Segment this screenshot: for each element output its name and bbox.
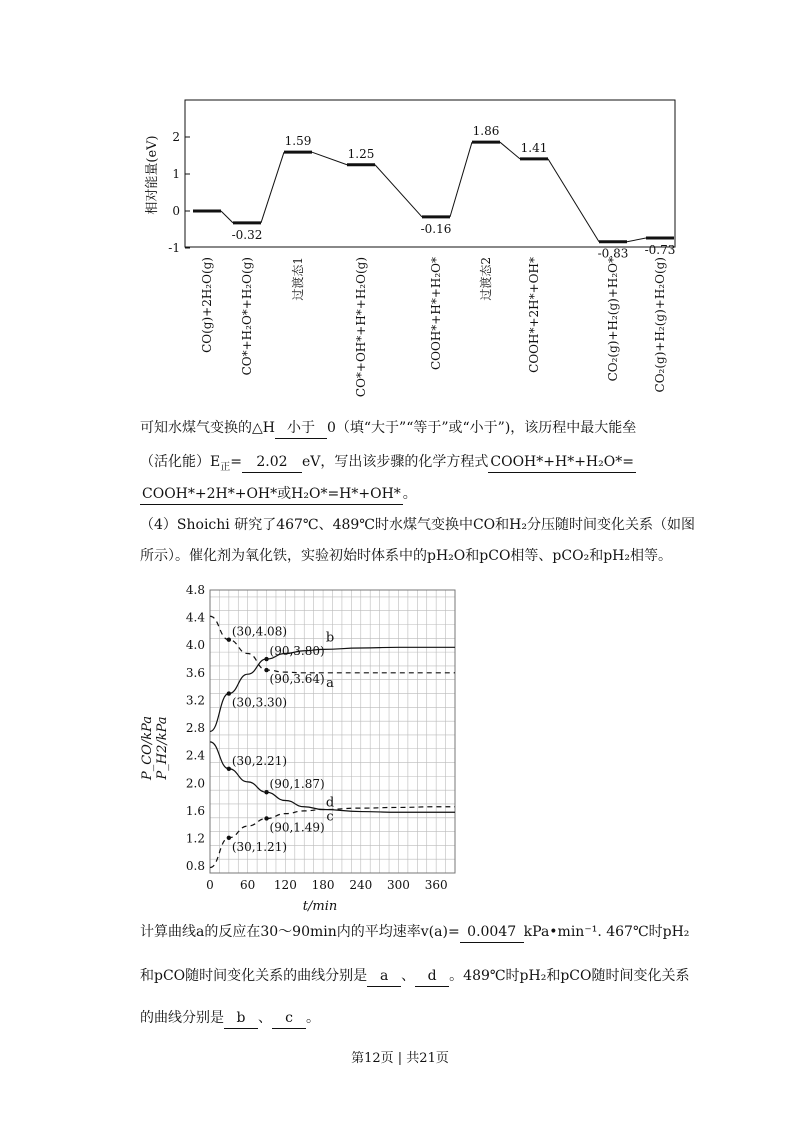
data-point-marker (264, 816, 268, 820)
energy-state-label: CO₂(g)+H₂(g)+H₂O* (606, 257, 620, 382)
series-label-d: d (325, 795, 335, 811)
paragraph-489-curves (140, 1008, 670, 1029)
text-segment: 、 (258, 1010, 272, 1026)
answer-blank-curve-d: d (415, 966, 449, 987)
page-footer: 第12页 | 共21页 (351, 1051, 449, 1066)
data-point-label: (30,4.08) (231, 624, 288, 639)
energy-value-label: -0.16 (420, 221, 452, 236)
answer-blank-2: 2.02 (242, 452, 302, 473)
answer-blank-1: 小于 (275, 418, 327, 439)
y-axis-label-pco: P_CO/kPa (140, 715, 155, 781)
energy-value-label: -0.73 (644, 243, 676, 258)
energy-value-label: 1.86 (472, 124, 500, 139)
data-point-marker (227, 691, 231, 695)
energy-value-label: -0.83 (597, 246, 629, 261)
energy-y-tick-label: 2 (172, 130, 180, 144)
y-tick-label: 4.8 (185, 583, 205, 597)
data-point-marker (264, 668, 268, 672)
energy-state-label: 过渡态2 (479, 257, 493, 301)
energy-connector (627, 238, 646, 242)
x-tick-label: 0 (206, 878, 214, 892)
series-label-a: a (326, 675, 334, 691)
text-segment: = (230, 454, 242, 470)
math-var: pH₂ (603, 548, 630, 564)
energy-y-axis-label: 相对能量(eV) (145, 135, 160, 215)
series-label-b: b (325, 630, 335, 646)
answer-blank-rate: 0.0047 (460, 922, 524, 943)
y-tick-label: 0.8 (185, 859, 205, 874)
y-tick-label: 4.0 (185, 638, 205, 653)
paragraph-equation-cont (140, 484, 670, 505)
x-tick-label: 240 (349, 878, 373, 892)
math-var: v(a) (420, 924, 448, 940)
text-segment: 和pCO随时间变化关系的曲线分别是 (140, 968, 368, 984)
energy-profile-chart (140, 95, 680, 410)
data-point-label: (90,1.49) (269, 820, 325, 835)
text-segment: 0（填“大于”“等于”或“小于”)，该历程中最大能垒 (326, 420, 637, 436)
energy-value-label: -0.32 (231, 227, 263, 242)
energy-connector (261, 152, 284, 223)
text-segment: 相等。 (629, 548, 672, 564)
math-var: pH₂ (519, 968, 547, 984)
text-segment: 、 (401, 968, 416, 984)
x-tick-label: 300 (387, 878, 410, 892)
text-segment: kPa•min⁻¹. 467℃时 (523, 924, 663, 940)
answer-blank-3b: COOH*+2H*+OH*或H₂O*=H*+OH* (140, 484, 403, 505)
text-segment: 的曲线分别是 (140, 1010, 224, 1026)
data-point-marker (227, 767, 231, 771)
y-tick-label: 4.4 (185, 610, 205, 625)
data-point-label: (30,3.30) (231, 695, 288, 710)
text-segment: 计算曲线a的反应在30～90min内的平均速率 (140, 924, 421, 940)
data-point-label: (30,1.21) (231, 839, 288, 854)
energy-connector (375, 165, 422, 217)
text-subscript: 正 (220, 461, 231, 473)
y-axis-label-ph2: P_H2/kPa (155, 716, 170, 780)
energy-value-label: 1.59 (284, 134, 312, 149)
text-segment: 相等、 (510, 548, 553, 564)
pressure-time-chart (135, 578, 465, 913)
paragraph-question-4 (140, 515, 695, 535)
y-tick-label: 1.2 (185, 831, 205, 846)
x-tick-label: 120 (273, 878, 297, 892)
energy-y-tick-label: 1 (172, 167, 180, 181)
y-tick-label: 3.6 (185, 665, 205, 680)
text-segment: 可知水煤气变换的△H (140, 420, 275, 436)
energy-connector (450, 142, 472, 217)
data-point-marker (227, 836, 231, 840)
energy-connector (312, 152, 347, 165)
data-point-marker (264, 790, 268, 794)
paragraph-rate (140, 922, 690, 943)
data-point-label: (90,3.80) (269, 644, 325, 659)
data-point-marker (227, 637, 231, 641)
data-point-label: (90,1.87) (269, 777, 325, 792)
text-segment: 。 (402, 486, 417, 502)
energy-state-label: CO₂(g)+H₂(g)+H₂O(g) (653, 257, 667, 393)
paragraph-467-curves (140, 966, 690, 987)
paragraph-activation-energy (140, 452, 670, 478)
energy-state-label: CO(g)+2H₂O(g) (200, 257, 214, 353)
energy-connector (221, 211, 233, 223)
text-segment: 所示）。催化剂为氧化铁，实验初始时体系中的 (140, 548, 427, 564)
y-tick-label: 2.0 (185, 776, 205, 791)
y-tick-label: 2.8 (185, 721, 205, 736)
energy-y-tick-label: -1 (168, 241, 180, 255)
paragraph-initial-conditions (140, 546, 670, 566)
energy-state-label: COOH*+2H*+OH* (527, 257, 541, 373)
energy-state-label: CO*+H₂O*+H₂O(g) (240, 257, 254, 376)
energy-state-label: CO*+OH*+H*+H₂O(g) (354, 257, 368, 398)
math-var: pH₂O (427, 548, 466, 564)
y-tick-label: 3.2 (185, 693, 205, 708)
data-point-label: (90,3.64) (269, 672, 325, 687)
energy-y-tick-label: 0 (172, 204, 180, 218)
data-point-label: (30,2.21) (231, 753, 288, 768)
text-segment: （活化能）E (140, 454, 221, 470)
math-var: pCO₂ (552, 548, 590, 564)
energy-state-label: COOH*+H*+H₂O* (429, 257, 443, 371)
text-segment: 。489℃时 (449, 968, 520, 984)
answer-blank-curve-a: a (367, 966, 401, 987)
text-segment: eV，写出该步骤的化学方程式 (301, 454, 489, 470)
answer-blank-curve-b: b (224, 1008, 258, 1029)
data-point-marker (264, 657, 268, 661)
text-segment: （4）Shoichi 研究了467℃、489℃时水煤气变换中CO和H₂分压随时间变化关系（如图 (140, 517, 695, 533)
energy-state-label: 过渡态1 (291, 257, 305, 301)
math-var: pCO (479, 548, 511, 564)
energy-value-label: 1.25 (347, 146, 375, 161)
math-var: pH₂ (662, 924, 690, 940)
series-label-c: c (326, 809, 334, 825)
energy-value-label: 1.41 (520, 140, 548, 155)
x-tick-label: 360 (424, 878, 448, 892)
text-segment: 和pCO随时间变化关系 (546, 968, 690, 984)
y-tick-label: 2.4 (185, 748, 205, 763)
text-segment: 。 (306, 1010, 320, 1026)
x-axis-label: t/min (302, 899, 338, 913)
text-segment: = (447, 924, 460, 940)
energy-connector (500, 142, 520, 159)
x-tick-label: 60 (240, 878, 256, 892)
text-segment: 和 (465, 548, 480, 564)
answer-blank-curve-c: c (272, 1008, 306, 1029)
answer-blank-3: COOH*+H*+H₂O*= (488, 452, 636, 473)
y-tick-label: 1.6 (185, 803, 205, 818)
energy-connector (548, 159, 599, 242)
paragraph-delta-h (140, 418, 670, 439)
x-tick-label: 180 (311, 878, 335, 892)
text-segment: 和 (589, 548, 604, 564)
